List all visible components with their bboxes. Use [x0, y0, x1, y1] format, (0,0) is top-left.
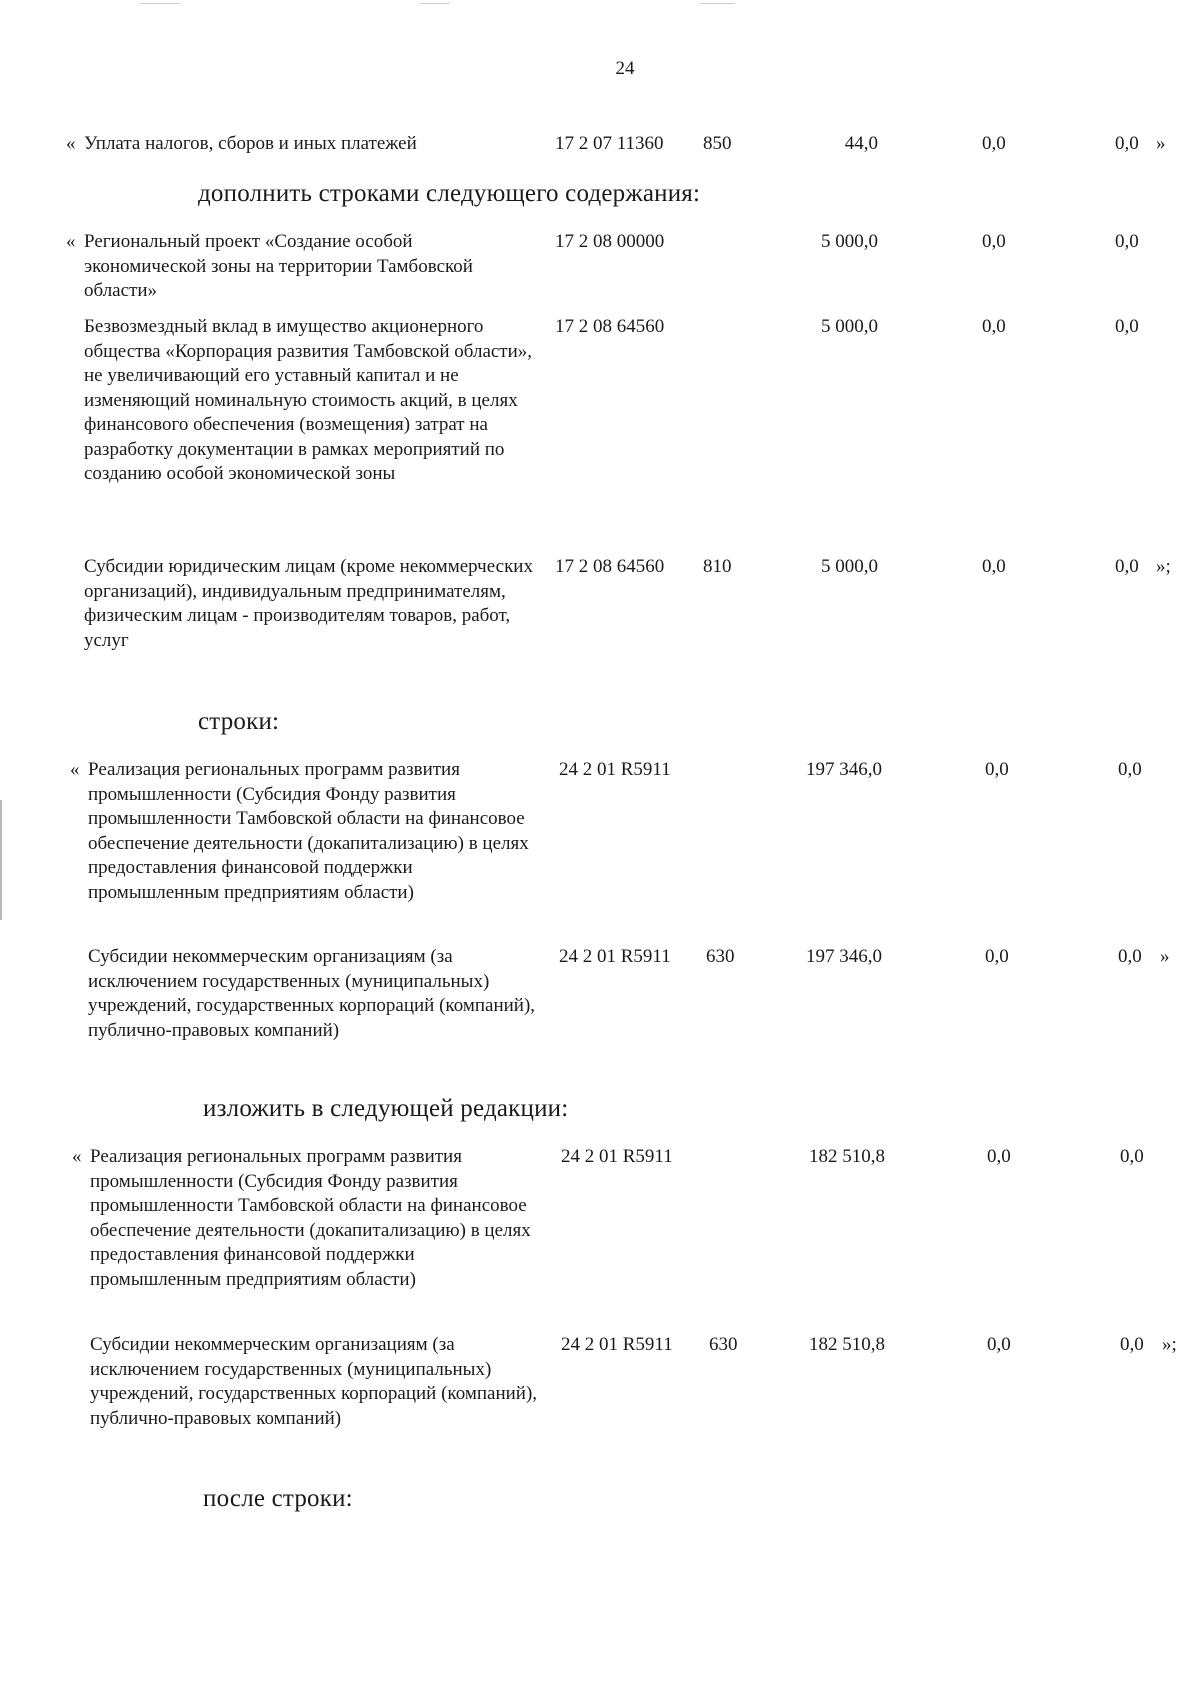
amount-year-1: 182 510,8: [809, 1334, 885, 1355]
target-code: 24 2 01 R5911: [559, 946, 671, 967]
amount-year-1: 5 000,0: [821, 231, 878, 252]
instruction-text: изложить в следующей редакции:: [203, 1095, 569, 1122]
close-quote: »;: [1162, 1334, 1177, 1355]
open-quote: «: [66, 133, 76, 154]
amount-year-1: 44,0: [844, 133, 878, 154]
instruction-text: после строки:: [203, 1485, 353, 1512]
expense-type: 810: [703, 556, 732, 577]
amount-year-3: 0,0: [1120, 1146, 1144, 1167]
instruction-text: дополнить строками следующего содержания:: [198, 180, 701, 207]
scan-edge-mark: [0, 800, 2, 920]
scan-artifact: [700, 3, 735, 4]
row-name: Субсидии некоммерческим организациям (за исключением государственных (муниципальных) учреждений, государственных корпораций (компаний), публично-правовых компаний): [90, 1334, 538, 1429]
row-name: Безвозмездный вклад в имущество акционерного общества «Корпорация развития Тамбовской области», не увеличивающий его уставный капитал и не изменяющий номинальную стоимость акций, в целях финансового обеспечения (возмещения) затрат на разработку документации в рамках мероприятий по созданию особой экономической зоны: [84, 316, 533, 484]
row-name: « Реализация региональных программ развития промышленности (Субсидия Фонду развития промышленности Тамбовской области на финансовое обеспечение деятельности (докапитализацию) в целях предоставления финансовой поддержки промышленным предприятиям области): [70, 759, 529, 903]
target-code: 17 2 08 00000: [555, 231, 665, 252]
amount-year-1: 5 000,0: [821, 556, 878, 577]
target-code: 24 2 01 R5911: [561, 1334, 673, 1355]
close-quote: »: [1156, 133, 1166, 154]
amount-year-1: 197 346,0: [806, 759, 882, 780]
expense-type: 630: [706, 946, 735, 967]
close-quote: »: [1160, 946, 1170, 967]
amount-year-3: 0,0: [1115, 316, 1139, 337]
amount-year-3: 0,0: [1118, 946, 1142, 967]
row-name: « Региональный проект «Создание особой экономической зоны на территории Тамбовской области»: [66, 231, 473, 301]
amount-year-3: 0,0: [1115, 556, 1139, 577]
target-code: 24 2 01 R5911: [561, 1146, 673, 1167]
amount-year-2: 0,0: [982, 316, 1006, 337]
expense-type: 850: [703, 133, 732, 154]
open-quote: «: [70, 759, 80, 780]
target-code: 17 2 08 64560: [555, 556, 665, 577]
amount-year-1: 5 000,0: [821, 316, 878, 337]
amount-year-3: 0,0: [1115, 133, 1139, 154]
amount-year-1: 182 510,8: [809, 1146, 885, 1167]
scan-artifact: [420, 3, 450, 4]
amount-year-2: 0,0: [982, 231, 1006, 252]
row-name: « Уплата налогов, сборов и иных платежей: [84, 132, 539, 157]
amount-year-3: 0,0: [1120, 1334, 1144, 1355]
amount-year-2: 0,0: [985, 759, 1009, 780]
scan-artifact: [140, 3, 180, 4]
page-number: 24: [615, 58, 635, 79]
target-code: 24 2 01 R5911: [559, 759, 671, 780]
amount-year-2: 0,0: [982, 556, 1006, 577]
row-name: Субсидии некоммерческим организациям (за исключением государственных (муниципальных) учреждений, государственных корпораций (компаний), публично-правовых компаний): [88, 946, 536, 1041]
amount-year-3: 0,0: [1118, 759, 1142, 780]
instruction-text: строки:: [198, 708, 280, 735]
amount-year-2: 0,0: [987, 1334, 1011, 1355]
row-name: « Реализация региональных программ развития промышленности (Субсидия Фонду развития промышленности Тамбовской области на финансовое обеспечение деятельности (докапитализацию) в целях предоставления финансовой поддержки промышленным предприятиям области): [72, 1146, 531, 1290]
target-code: 17 2 08 64560: [555, 316, 665, 337]
amount-year-2: 0,0: [987, 1146, 1011, 1167]
close-quote: »;: [1156, 556, 1171, 577]
amount-year-2: 0,0: [985, 946, 1009, 967]
row-name: Субсидии юридическим лицам (кроме некоммерческих организаций), индивидуальным предпринимателям, физическим лицам - производителям товаров, работ, услуг: [84, 556, 533, 651]
open-quote: «: [66, 231, 76, 252]
amount-year-1: 197 346,0: [806, 946, 882, 967]
expense-type: 630: [709, 1334, 738, 1355]
amount-year-2: 0,0: [982, 133, 1006, 154]
open-quote: «: [72, 1146, 82, 1167]
target-code: 17 2 07 11360: [555, 133, 664, 154]
amount-year-3: 0,0: [1115, 231, 1139, 252]
